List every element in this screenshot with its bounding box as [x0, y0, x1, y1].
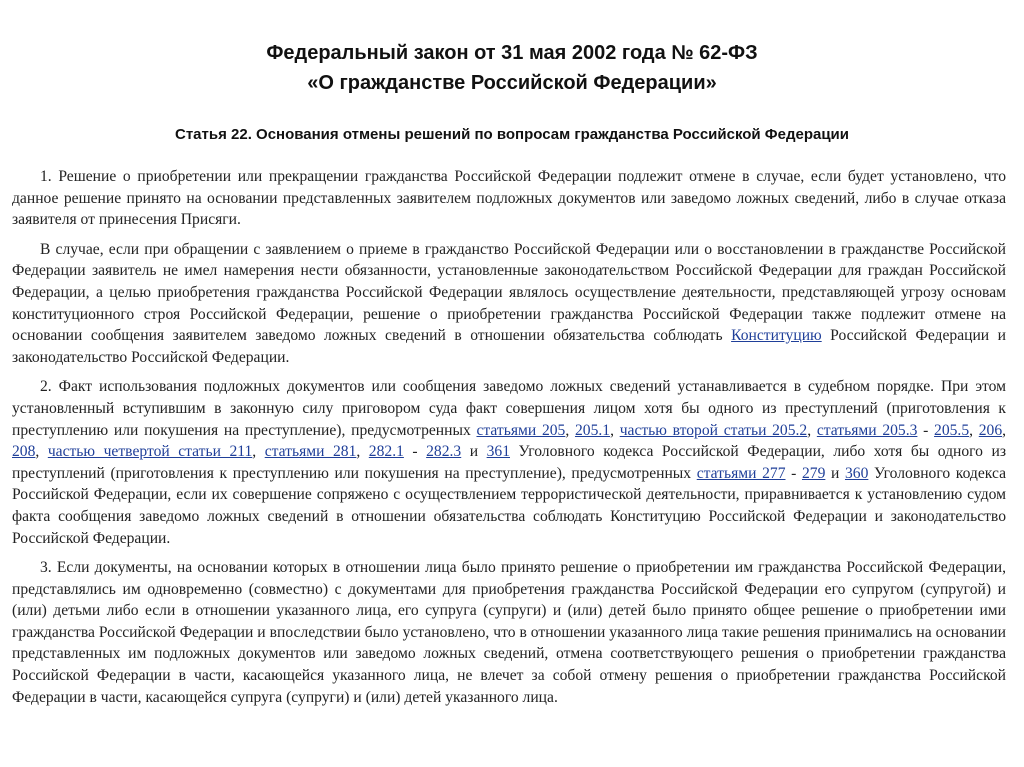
document-body: [12, 166, 1006, 708]
article-heading: Статья 22. Основания отмены решений по вопросам гражданства Российской Федерации: [175, 126, 849, 143]
separator: и: [461, 443, 487, 461]
link-article-211-part-4[interactable]: частью четвертой статьи 211: [47, 443, 253, 461]
separator: ,: [252, 443, 265, 461]
separator: ,: [1002, 421, 1007, 439]
title-line-2: «О гражданстве Российской Федерации»: [307, 72, 717, 94]
title-line-1: Федеральный закон от 31 мая 2002 года № 62-ФЗ: [266, 42, 758, 64]
separator: ,: [35, 443, 48, 461]
link-article-208[interactable]: 208: [12, 443, 36, 461]
separator: -: [403, 443, 427, 461]
document-title: [0, 38, 1024, 98]
separator: ,: [969, 421, 979, 439]
paragraph-2: [12, 239, 1006, 369]
link-article-205-1[interactable]: 205.1: [574, 421, 611, 439]
paragraph-3: [12, 376, 1006, 549]
paragraph-2-text-b: Российской Федерации и законодательство Российской Федерации.: [12, 327, 1006, 366]
link-article-205-5[interactable]: 205.5: [934, 421, 970, 439]
separator: ,: [807, 421, 817, 439]
separator: -: [785, 464, 802, 482]
separator: -: [917, 421, 935, 439]
link-article-206[interactable]: 206: [978, 421, 1003, 439]
paragraph-4-text: 3. Если документы, на основании которых в отношении лица было принято решение о приобретении им гражданства Российской Федерации, представлялись им одновременно (совместно) с документами для приобретения гражданства Российской Федерации его супругом (супругой) и (или) детьми либо если в отношении указанного лица, его супруга (супруги) и (или) детей было принято общее решение о приобретении ими гражданства Российской Федерации и впоследствии было установлено, что в отношении указанного лица такие решения принимались на основании представленных им подложных документов или заведомо ложных сведений, отмена соответствующего решения о приобретении гражданства Российской Федерации в части, касающейся указанного лица, не влечет за собой отмену решения о приобретении гражданства Российской Федерации в части, касающейся супруга (супруги) и (или) детей указанного лица.: [12, 559, 1006, 706]
link-article-281[interactable]: статьями 281: [264, 443, 357, 461]
link-article-282-1[interactable]: 282.1: [368, 443, 404, 461]
link-article-279[interactable]: 279: [801, 464, 826, 482]
paragraph-3-text-a: 2. Факт использования подложных документов или сообщения заведомо ложных сведений устанавливается в судебном порядке. При этом установленный вступившим в законную силу приговором суда факт совершения лицом хотя бы одного из преступлений (приготовления к преступлению или покушения на преступление), предусмотренных: [12, 378, 1006, 439]
paragraph-1: [12, 166, 1006, 231]
paragraph-1-text: 1. Решение о приобретении или прекращении гражданства Российской Федерации подлежит отмене в случае, если будет установлено, что данное решение принято на основании представленных заявителем подложных документов или заведомо ложных сведений, либо в случае отказа заявителя от принесения Присяги.: [12, 168, 1006, 229]
paragraph-4: [12, 557, 1006, 708]
separator: и: [825, 464, 845, 482]
link-article-205[interactable]: статьями 205: [476, 421, 566, 439]
link-article-205-3[interactable]: статьями 205.3: [816, 421, 918, 439]
link-article-205-2-part-2[interactable]: частью второй статьи 205.2: [619, 421, 808, 439]
link-article-277[interactable]: статьями 277: [696, 464, 786, 482]
separator: ,: [610, 421, 620, 439]
link-article-361[interactable]: 361: [486, 443, 510, 461]
paragraph-3-text-c: Уголовного кодекса Российской Федерации, если их совершение сопряжено с осуществлением террористической деятельности, приравнивается к установлению судом факта сообщения заведомо ложных сведений в отношении обязательства соблюдать Конституцию Российской Федерации и законодательство Российской Федерации.: [12, 464, 1006, 547]
paragraph-2-text-a: В случае, если при обращении с заявлением о приеме в гражданство Российской Федерации или о восстановлении в гражданстве Российской Федерации заявитель не имел намерения нести обязанности, установленные законодательством Российской Федерации для граждан Российской Федерации, а целью приобретения гражданства Российской Федерации являлось осуществление деятельности, представляющей угрозу основам конституционного строя Российской Федерации, решение о приобретении гражданства Российской Федерации также подлежит отмене на основании сообщения заявителем заведомо ложных сведений в отношении обязательства соблюдать: [12, 240, 1006, 345]
separator: ,: [565, 421, 575, 439]
link-article-360[interactable]: 360: [844, 464, 869, 482]
link-article-282-3[interactable]: 282.3: [426, 443, 462, 461]
separator: ,: [356, 443, 369, 461]
link-constitution[interactable]: Конституцию: [731, 327, 822, 345]
paragraph-3-text-b: Уголовного кодекса Российской Федерации, либо хотя бы одного из преступлений (приготовления к преступлению или покушения на преступление), предусмотренных: [12, 443, 1006, 482]
